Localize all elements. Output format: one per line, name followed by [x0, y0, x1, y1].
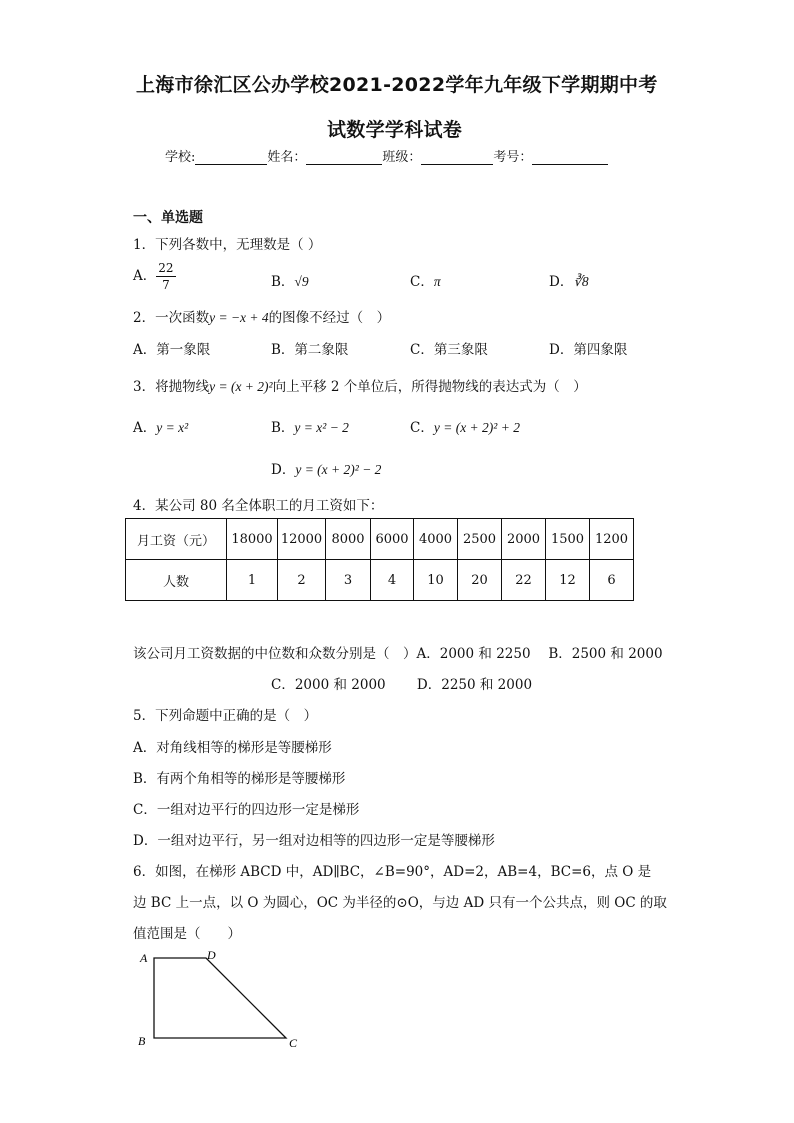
table-cell: 4000 — [414, 519, 458, 560]
q4-stem: 4．某公司 80 名全体职工的月工资如下： — [133, 498, 384, 514]
salary-table — [125, 518, 634, 601]
q6-stem-line3: 值范围是（ ） — [133, 926, 241, 942]
exam-no-blank[interactable] — [532, 150, 608, 165]
q5-option-c: C．一组对边平行的四边形一定是梯形 — [133, 802, 360, 818]
table-cell: 6000 — [371, 519, 414, 560]
table-row — [126, 519, 634, 560]
table-cell: 1500 — [546, 519, 590, 560]
name-label: 姓名： — [267, 150, 307, 165]
table-cell: 12000 — [278, 519, 326, 560]
q1-option-c: C．π — [410, 274, 441, 290]
q5-option-b: B．有两个角相等的梯形是等腰梯形 — [133, 771, 346, 787]
exam-title-line2: 试数学学科试卷 — [327, 119, 463, 141]
table-cell: 22 — [502, 560, 546, 601]
table-header-cell: 人数 — [126, 560, 227, 601]
vertex-label-d: D — [207, 948, 216, 962]
table-cell: 2000 — [502, 519, 546, 560]
q1-option-b: B．√9 — [271, 274, 309, 290]
q3-option-a: A．y = x² — [133, 420, 189, 436]
table-cell: 10 — [414, 560, 458, 601]
q3-option-d: D．y = (x + 2)² − 2 — [271, 462, 382, 478]
table-cell: 12 — [546, 560, 590, 601]
q1-option-d: D．∛8 — [549, 274, 589, 290]
table-cell: 8000 — [326, 519, 371, 560]
q3-option-c: C．y = (x + 2)² + 2 — [410, 420, 520, 436]
table-header-cell: 月工资（元） — [126, 519, 227, 560]
fraction-22-7: $\frac{22}{7}$ — [158, 261, 174, 292]
q2-option-d: D．第四象限 — [549, 342, 628, 358]
table-cell: 6 — [590, 560, 634, 601]
table-cell: 3 — [326, 560, 371, 601]
class-blank[interactable] — [421, 150, 493, 165]
table-cell: 20 — [458, 560, 502, 601]
vertex-label-c: C — [289, 1036, 298, 1050]
table-cell: 1200 — [590, 519, 634, 560]
q2-option-a: A．第一象限 — [133, 342, 211, 358]
section-heading-single-choice: 一、单选题 — [133, 210, 203, 226]
q2-option-c: C．第三象限 — [410, 342, 488, 358]
trapezoid-abcd-shape — [154, 958, 286, 1038]
name-blank[interactable] — [306, 150, 382, 165]
q5-option-d: D．一组对边平行，另一组对边相等的四边形一定是等腰梯形 — [133, 833, 495, 849]
q4-question-line2: C．2000 和 2000 D．2250 和 2000 — [271, 677, 533, 693]
q1-option-a: A． $\frac{22}{7}$ — [133, 261, 174, 292]
table-cell: 4 — [371, 560, 414, 601]
q5-stem: 5．下列命题中正确的是（ ） — [133, 708, 318, 724]
school-label: 学校: — [165, 150, 196, 165]
q2-stem: 2．一次函数y = −x + 4的图像不经过（ ） — [133, 310, 391, 326]
q6-stem-line1: 6．如图，在梯形 ABCD 中，AD∥BC，∠B=90°，AD=2，AB=4，BC=6，点 O 是 — [133, 864, 652, 880]
vertex-label-b: B — [138, 1034, 146, 1048]
vertex-label-a: A — [140, 951, 148, 965]
q2-option-b: B．第二象限 — [271, 342, 349, 358]
q1-stem: 1．下列各数中，无理数是（ ） — [133, 237, 322, 253]
table-cell: 1 — [227, 560, 278, 601]
trapezoid-figure — [130, 945, 310, 1055]
exam-title-line1: 上海市徐汇区公办学校2021-2022学年九年级下学期期中考 — [136, 74, 658, 96]
q3-stem: 3．将抛物线y = (x + 2)²向上平移 2 个单位后，所得抛物线的表达式为（ ） — [133, 379, 587, 395]
table-cell: 2500 — [458, 519, 502, 560]
q6-stem-line2: 边 BC 上一点，以 O 为圆心，OC 为半径的⊙O，与边 AD 只有一个公共点，则 OC 的取 — [133, 895, 667, 911]
student-info-fields — [165, 146, 608, 165]
exam-no-label: 考号： — [493, 150, 533, 165]
table-cell: 18000 — [227, 519, 278, 560]
class-label: 班级： — [382, 150, 422, 165]
table-cell: 2 — [278, 560, 326, 601]
table-row — [126, 560, 634, 601]
q3-option-b: B．y = x² − 2 — [271, 420, 349, 436]
q5-option-a: A．对角线相等的梯形是等腰梯形 — [133, 740, 332, 756]
school-blank[interactable] — [195, 150, 267, 165]
q4-question-line1: 该公司月工资数据的中位数和众数分别是（ ）A．2000 和 2250 B．2500 和 2000 — [133, 646, 663, 662]
